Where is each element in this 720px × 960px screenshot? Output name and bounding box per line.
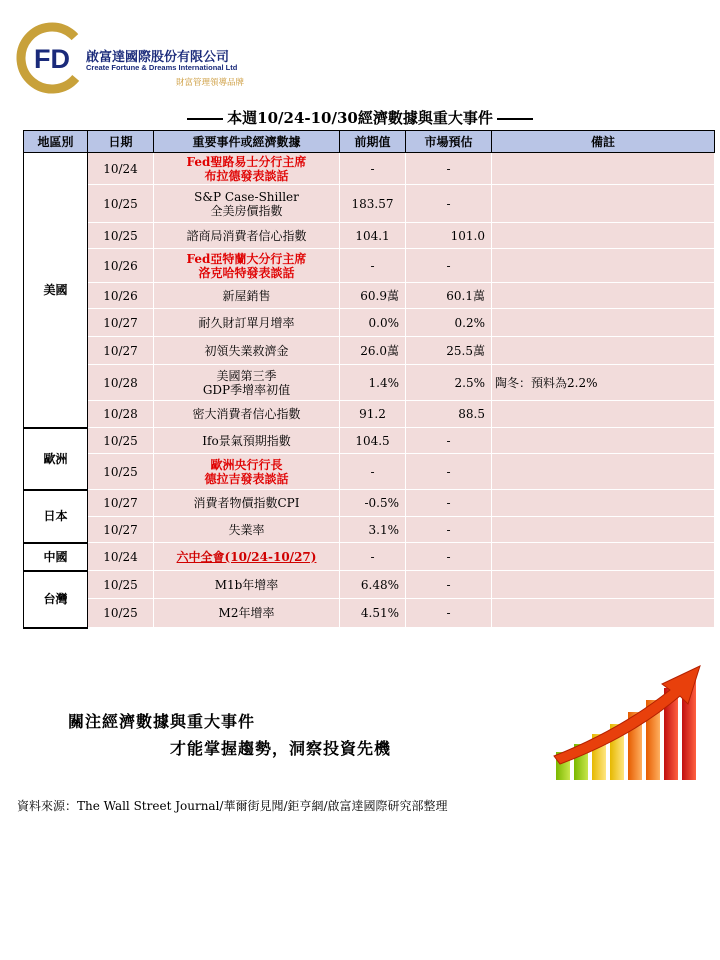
header-date: 日期 <box>88 131 154 153</box>
note-cell <box>492 401 715 428</box>
company-name-en: Create Fortune & Dreams International Ltd <box>86 63 238 72</box>
previous-cell: 91.2 <box>340 401 406 428</box>
note-cell <box>492 249 715 283</box>
date-cell: 10/26 <box>88 249 154 283</box>
event-cell: 歐洲央行行長 德拉吉發表談話 <box>154 454 340 490</box>
region-cell: 中國 <box>24 543 88 571</box>
table-row <box>24 365 715 401</box>
event-cell: 耐久財訂單月增率 <box>154 309 340 337</box>
previous-cell: - <box>340 153 406 185</box>
event-cell: Fed聖路易士分行主席 布拉德發表談話 <box>154 153 340 185</box>
note-cell <box>492 543 715 571</box>
event-cell: 美國第三季 GDP季增率初值 <box>154 365 340 401</box>
previous-cell: 183.57 <box>340 185 406 223</box>
forecast-cell: 60.1萬 <box>406 283 492 309</box>
previous-cell: 6.48% <box>340 571 406 599</box>
table-row <box>24 543 715 571</box>
previous-cell: 0.0% <box>340 309 406 337</box>
forecast-cell: - <box>406 543 492 571</box>
growth-chart-icon <box>550 660 710 790</box>
forecast-cell: - <box>406 490 492 517</box>
date-cell: 10/28 <box>88 365 154 401</box>
forecast-cell: - <box>406 428 492 454</box>
event-cell: Ifo景氣預期指數 <box>154 428 340 454</box>
table-row <box>24 428 715 454</box>
event-cell: 密大消費者信心指數 <box>154 401 340 428</box>
forecast-cell: 0.2% <box>406 309 492 337</box>
forecast-cell: - <box>406 249 492 283</box>
date-cell: 10/25 <box>88 454 154 490</box>
previous-cell: 4.51% <box>340 599 406 628</box>
previous-cell: - <box>340 543 406 571</box>
company-name-cn: 啟富達國際股份有限公司 <box>86 50 230 65</box>
table-row <box>24 401 715 428</box>
previous-cell: -0.5% <box>340 490 406 517</box>
forecast-cell: - <box>406 185 492 223</box>
note-cell <box>492 153 715 185</box>
table-row <box>24 185 715 223</box>
forecast-cell: 25.5萬 <box>406 337 492 365</box>
table-row <box>24 309 715 337</box>
date-cell: 10/25 <box>88 223 154 249</box>
note-cell <box>492 283 715 309</box>
header-event: 重要事件或經濟數據 <box>154 131 340 153</box>
event-cell: Fed亞特蘭大分行主席 洛克哈特發表談話 <box>154 249 340 283</box>
slogan-line-2: 才能掌握趨勢，洞察投資先機 <box>170 739 392 758</box>
forecast-cell: - <box>406 599 492 628</box>
event-cell: 初領失業救濟金 <box>154 337 340 365</box>
event-cell: 消費者物價指數CPI <box>154 490 340 517</box>
forecast-cell: 2.5% <box>406 365 492 401</box>
note-cell <box>492 490 715 517</box>
note-cell <box>492 571 715 599</box>
date-cell: 10/24 <box>88 153 154 185</box>
note-cell <box>492 309 715 337</box>
event-cell: S&P Case-Shiller 全美房價指數 <box>154 185 340 223</box>
previous-cell: - <box>340 249 406 283</box>
header-forecast: 市場預估 <box>406 131 492 153</box>
date-cell: 10/27 <box>88 490 154 517</box>
title-dash-left <box>187 118 223 120</box>
region-cell: 歐洲 <box>24 428 88 490</box>
date-cell: 10/24 <box>88 543 154 571</box>
page-title <box>0 107 720 128</box>
previous-cell: - <box>340 454 406 490</box>
table-row <box>24 283 715 309</box>
company-logo <box>16 20 256 100</box>
logo-letters: FD <box>34 44 70 74</box>
forecast-cell: - <box>406 571 492 599</box>
region-cell: 台灣 <box>24 571 88 628</box>
date-cell: 10/27 <box>88 337 154 365</box>
table-row <box>24 517 715 543</box>
note-cell <box>492 428 715 454</box>
date-cell: 10/25 <box>88 185 154 223</box>
event-cell: M1b年增率 <box>154 571 340 599</box>
forecast-cell: - <box>406 454 492 490</box>
event-cell: 六中全會(10/24-10/27) <box>154 543 340 571</box>
event-cell: 諮商局消費者信心指數 <box>154 223 340 249</box>
note-cell <box>492 599 715 628</box>
forecast-cell: 88.5 <box>406 401 492 428</box>
table-row <box>24 249 715 283</box>
table-header-row <box>24 131 715 153</box>
note-cell: 陶冬：預料為2.2% <box>492 365 715 401</box>
previous-cell: 1.4% <box>340 365 406 401</box>
note-cell <box>492 223 715 249</box>
header-note: 備註 <box>492 131 715 153</box>
previous-cell: 26.0萬 <box>340 337 406 365</box>
source-note: 資料來源：The Wall Street Journal/華爾街見聞/鉅亨網/啟富達國際研究部整理 <box>17 799 448 813</box>
logo-mark-icon <box>16 22 88 94</box>
event-cell: M2年增率 <box>154 599 340 628</box>
previous-cell: 3.1% <box>340 517 406 543</box>
table-row <box>24 454 715 490</box>
table-row <box>24 571 715 599</box>
region-cell: 日本 <box>24 490 88 543</box>
events-table <box>23 130 715 629</box>
date-cell: 10/27 <box>88 517 154 543</box>
brand-slogan: 財富管理領導品牌 <box>176 78 245 88</box>
forecast-cell: - <box>406 153 492 185</box>
date-cell: 10/27 <box>88 309 154 337</box>
previous-cell: 104.5 <box>340 428 406 454</box>
table-row <box>24 153 715 185</box>
forecast-cell: 101.0 <box>406 223 492 249</box>
event-cell: 新屋銷售 <box>154 283 340 309</box>
date-cell: 10/25 <box>88 428 154 454</box>
note-cell <box>492 185 715 223</box>
table-row <box>24 223 715 249</box>
table-row <box>24 599 715 628</box>
title-dash-right <box>497 118 533 120</box>
table-row <box>24 337 715 365</box>
previous-cell: 60.9萬 <box>340 283 406 309</box>
previous-cell: 104.1 <box>340 223 406 249</box>
note-cell <box>492 337 715 365</box>
date-cell: 10/25 <box>88 599 154 628</box>
date-cell: 10/28 <box>88 401 154 428</box>
event-cell: 失業率 <box>154 517 340 543</box>
header-previous: 前期值 <box>340 131 406 153</box>
date-cell: 10/26 <box>88 283 154 309</box>
forecast-cell: - <box>406 517 492 543</box>
header-region: 地區別 <box>24 131 88 153</box>
note-cell <box>492 454 715 490</box>
slogan-line-1: 關注經濟數據與重大事件 <box>68 712 256 731</box>
date-cell: 10/25 <box>88 571 154 599</box>
table-row <box>24 490 715 517</box>
title-text: 本週10/24-10/30經濟數據與重大事件 <box>227 109 493 127</box>
note-cell <box>492 517 715 543</box>
region-cell: 美國 <box>24 153 88 428</box>
